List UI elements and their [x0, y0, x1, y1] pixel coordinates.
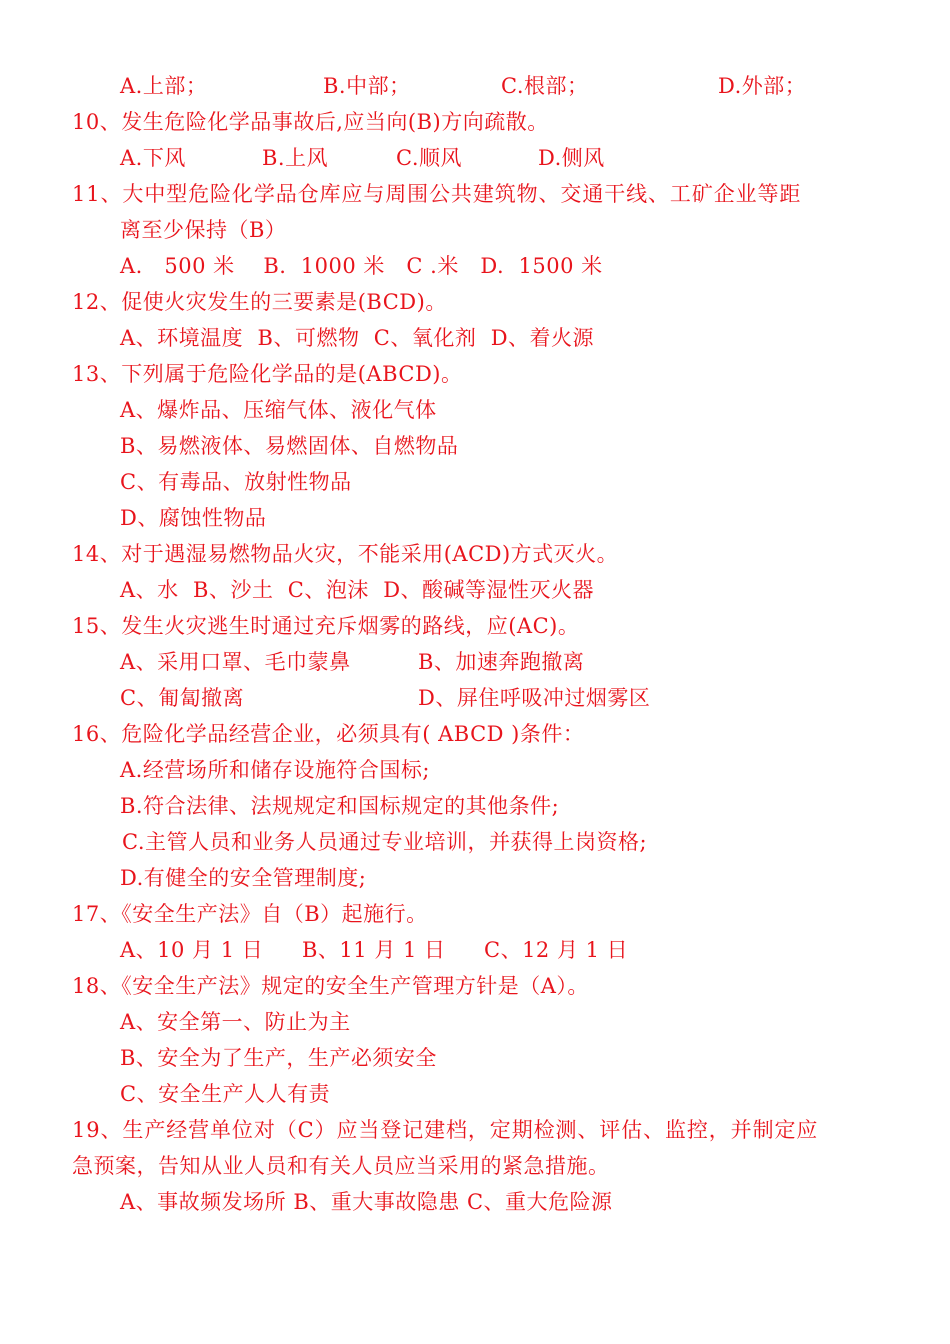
q18-stem: 18、《安全生产法》规定的安全生产管理方针是（A）。 — [72, 974, 589, 998]
q10-stem: 10、发生危险化学品事故后,应当向(B)方向疏散。 — [72, 110, 549, 134]
q13-stem: 13、下列属于危险化学品的是(ABCD)。 — [72, 362, 463, 386]
q9-option-a: A.上部； — [120, 74, 208, 98]
q11-options: A. 500 米 B. 1000 米 C .米 D. 1500 米 — [120, 254, 603, 278]
q13-option-d: D、腐蚀性物品 — [120, 506, 267, 530]
q13-option-b: B、易燃液体、易燃固体、自燃物品 — [120, 434, 459, 458]
q19-stem-line-1: 19、生产经营单位对（C）应当登记建档，定期检测、评估、监控，并制定应 — [72, 1118, 819, 1142]
q9-option-d: D.外部； — [718, 74, 807, 98]
q9-option-c: C.根部； — [501, 74, 589, 98]
q18-option-a: A、安全第一、防止为主 — [120, 1010, 351, 1034]
q9-option-b: B.中部； — [323, 74, 411, 98]
q15-stem: 15、发生火灾逃生时通过充斥烟雾的路线，应(AC)。 — [72, 614, 580, 638]
q10-option-a: A.下风 — [120, 146, 186, 170]
q17-option-b: B、11 月 1 日 — [302, 938, 446, 962]
q14-options: A、水 B、沙土 C、泡沫 D、酸碱等湿性灭火器 — [120, 578, 595, 602]
q10-option-b: B.上风 — [262, 146, 329, 170]
q11-stem-line-1: 11、大中型危险化学品仓库应与周围公共建筑物、交通干线、工矿企业等距 — [72, 182, 802, 206]
q18-option-c: C、安全生产人人有责 — [120, 1082, 331, 1106]
q12-options: A、环境温度 B、可燃物 C、氧化剂 D、着火源 — [120, 326, 595, 350]
q15-option-d: D、屏住呼吸冲过烟雾区 — [418, 686, 651, 710]
q19-stem-line-2: 急预案，告知从业人员和有关人员应当采用的紧急措施。 — [72, 1154, 610, 1178]
q10-option-d: D.侧风 — [538, 146, 605, 170]
q15-option-b: B、加速奔跑撤离 — [418, 650, 585, 674]
q18-option-b: B、安全为了生产，生产必须安全 — [120, 1046, 437, 1070]
q14-stem: 14、对于遇湿易燃物品火灾，不能采用(ACD)方式灭火。 — [72, 542, 619, 566]
q16-stem: 16、危险化学品经营企业，必须具有( ABCD )条件： — [72, 722, 585, 746]
q13-option-c: C、有毒品、放射性物品 — [120, 470, 352, 494]
q16-option-b: B.符合法律、法规规定和国标规定的其他条件; — [120, 794, 560, 818]
q15-option-a: A、采用口罩、毛巾蒙鼻 — [120, 650, 351, 674]
q16-option-a: A.经营场所和储存设施符合国标; — [120, 758, 430, 782]
q17-stem: 17、《安全生产法》自（B）起施行。 — [72, 902, 428, 926]
q16-option-d: D.有健全的安全管理制度; — [120, 866, 367, 890]
q19-options: A、事故频发场所 B、重大事故隐患 C、重大危险源 — [120, 1190, 613, 1214]
q12-stem: 12、促使火灾发生的三要素是(BCD)。 — [72, 290, 447, 314]
q17-option-a: A、10 月 1 日 — [120, 938, 264, 962]
q11-stem-line-2: 离至少保持（B） — [120, 218, 287, 242]
q17-option-c: C、12 月 1 日 — [484, 938, 629, 962]
q16-option-c: C.主管人员和业务人员通过专业培训，并获得上岗资格; — [122, 830, 648, 854]
q13-option-a: A、爆炸品、压缩气体、液化气体 — [120, 398, 437, 422]
q15-option-c: C、匍匐撤离 — [120, 686, 245, 710]
q10-option-c: C.顺风 — [396, 146, 462, 170]
